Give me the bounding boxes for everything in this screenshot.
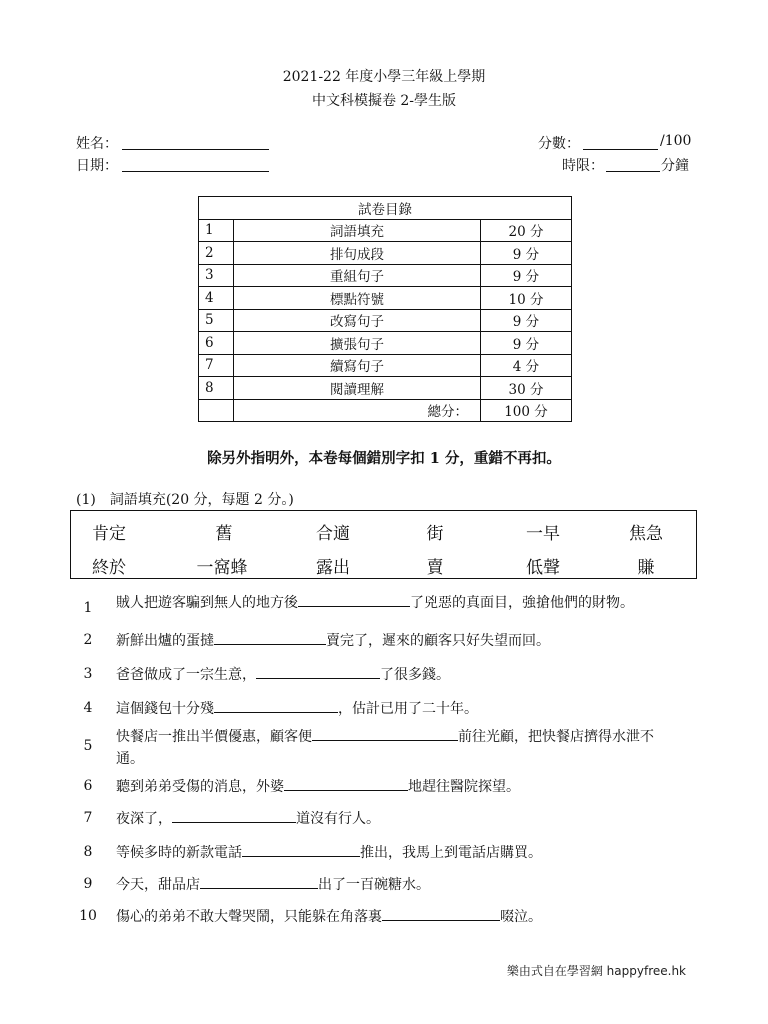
toc-no: 8 [199,377,234,400]
section-heading: (1) 詞語填充(20 分，每題 2 分。) [76,492,294,508]
question-after: 了兇惡的真面目，強搶他們的財物。 [410,595,634,611]
question-text [116,842,542,864]
question-before: 夜深了， [116,811,172,827]
toc-name: 標點符號 [234,287,481,310]
toc-name: 排句成段 [234,242,481,265]
question-number: 6 [83,778,93,794]
toc-marks: 9 分 [481,242,572,265]
name-field[interactable] [122,149,269,150]
question-before: 快餐店一推出半價優惠，顧客便 [116,729,312,745]
question-after: 賣完了，遲來的顧客只好失望而回。 [326,633,550,649]
table-row [199,264,572,287]
question-before: 新鮮出爐的蛋撻 [116,633,214,649]
question-after: 啜泣。 [500,909,542,925]
score-field[interactable] [583,149,658,150]
answer-blank[interactable] [214,698,338,713]
answer-blank[interactable] [242,842,360,857]
toc-no: 7 [199,354,234,377]
word-bank-item: 焦急 [629,524,663,544]
table-row [199,242,572,265]
answer-blank[interactable] [200,874,318,889]
table-row [199,354,572,377]
question-after: 前往光顧，把快餐店擠得水泄不 [458,729,654,745]
question-text [116,592,634,614]
toc-no: 5 [199,309,234,332]
toc-name: 改寫句子 [234,309,481,332]
toc-marks: 30 分 [481,377,572,400]
toc-no: 3 [199,264,234,287]
question-number: 5 [83,738,93,754]
question-continuation: 通。 [116,751,144,767]
toc-marks: 4 分 [481,354,572,377]
word-bank-item: 賣 [426,558,444,578]
answer-blank[interactable] [298,592,410,607]
time-unit: 分鐘 [661,158,689,174]
word-bank-item: 一早 [526,524,560,544]
toc-header-row [199,197,572,220]
word-bank-item: 舊 [215,524,233,544]
toc-total-label: 總分： [234,399,481,422]
footer-credit: 樂由式自在學習網 happyfree.hk [506,964,686,978]
toc-table [198,196,572,422]
question-after: 出了一百碗糖水。 [318,877,430,893]
question-number: 1 [83,600,93,616]
question-before: 等候多時的新款電話 [116,845,242,861]
word-bank [70,510,697,579]
question-text [116,664,450,686]
question-text [116,630,550,652]
date-label: 日期： [76,158,118,174]
toc-no: 4 [199,287,234,310]
question-number: 8 [83,844,93,860]
question-number: 9 [83,876,93,892]
question-text [116,808,380,830]
question-after: 了很多錢。 [380,667,450,683]
toc-total-row [199,399,572,422]
time-label: 時限： [562,158,604,174]
toc-no: 6 [199,332,234,355]
answer-blank[interactable] [256,664,380,679]
answer-blank[interactable] [284,776,408,791]
question-text [116,776,520,798]
toc-name: 閱讀理解 [234,377,481,400]
question-after: 道沒有行人。 [296,811,380,827]
word-bank-item: 終於 [92,558,126,578]
answer-blank[interactable] [382,906,500,921]
toc-name: 續寫句子 [234,354,481,377]
table-row [199,287,572,310]
question-after: 地趕往醫院探望。 [408,779,520,795]
date-field[interactable] [122,171,269,172]
answer-blank[interactable] [312,726,458,741]
toc-name: 擴張句子 [234,332,481,355]
toc-marks: 9 分 [481,264,572,287]
question-number: 2 [83,632,93,648]
page-title: 2021-22 年度小學三年級上學期 [282,69,486,85]
question-number: 3 [83,666,93,682]
question-before: 賊人把遊客騙到無人的地方後 [116,595,298,611]
question-after: 推出，我馬上到電話店購買。 [360,845,542,861]
word-bank-item: 一窩蜂 [196,558,248,578]
name-label: 姓名： [76,136,118,152]
question-before: 聽到弟弟受傷的消息，外婆 [116,779,284,795]
word-bank-item: 露出 [316,558,350,578]
question-after: ，估計已用了二十年。 [338,701,478,717]
table-row [199,332,572,355]
answer-blank[interactable] [214,630,326,645]
score-label: 分數： [538,136,580,152]
question-number: 4 [83,700,93,716]
toc-marks: 10 分 [481,287,572,310]
question-before: 爸爸做成了一宗生意， [116,667,256,683]
question-text [116,906,542,928]
word-bank-item: 肯定 [92,524,126,544]
word-bank-item: 賺 [637,558,655,578]
question-number: 7 [83,810,93,826]
question-before: 傷心的弟弟不敢大聲哭鬧，只能躲在角落裏 [116,909,382,925]
toc-total-value: 100 分 [481,399,572,422]
deduction-notice: 除另外指明外，本卷每個錯別字扣 1 分，重錯不再扣。 [207,450,561,467]
toc-no: 1 [199,219,234,242]
time-field[interactable] [606,171,660,172]
answer-blank[interactable] [172,808,296,823]
table-row [199,377,572,400]
question-number: 10 [79,908,97,924]
page-subtitle: 中文科模擬卷 2-學生版 [311,93,457,109]
toc-marks: 9 分 [481,309,572,332]
toc-name: 重組句子 [234,264,481,287]
toc-marks: 9 分 [481,332,572,355]
word-bank-item: 低聲 [526,558,560,578]
word-bank-item: 合適 [316,524,350,544]
toc-empty-cell [199,399,234,422]
table-row [199,309,572,332]
toc-title: 試卷目錄 [199,197,572,220]
toc-marks: 20 分 [481,219,572,242]
question-text [116,698,478,720]
toc-no: 2 [199,242,234,265]
question-before: 今天，甜品店 [116,877,200,893]
table-row [199,219,572,242]
question-text [116,874,430,896]
score-total: /100 [660,133,692,149]
toc-name: 詞語填充 [234,219,481,242]
question-before: 這個錢包十分殘 [116,701,214,717]
question-text [116,726,654,770]
word-bank-item: 街 [426,524,444,544]
